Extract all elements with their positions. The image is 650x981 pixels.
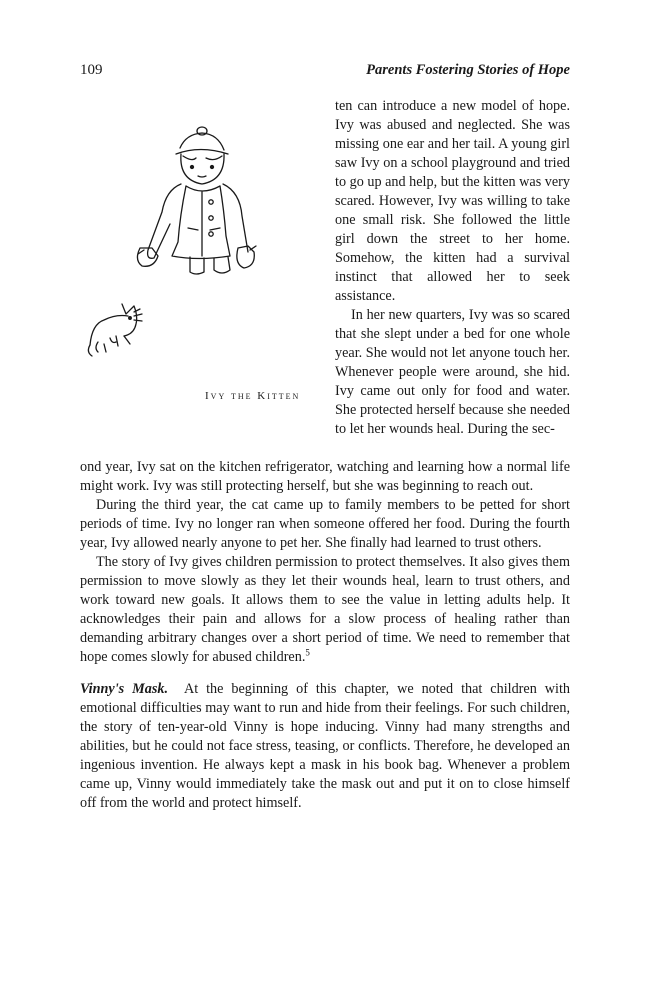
body-text (80, 458, 570, 813)
paragraph: ond year, Ivy sat on the kitchen refrigerator, watching and learning how a normal life might work. Ivy was still protecting herself, but she was beginning to reach out. (80, 459, 570, 494)
paragraph (80, 553, 570, 667)
page-number: 109 (80, 62, 103, 78)
figure-caption: Ivy the Kitten (205, 390, 301, 402)
paragraph: In her new quarters, Ivy was so scared that she slept under a bed for one whole year. She would not let anyone touch her. Whenever people were around, she hid. Ivy came out only for food and water. She protected herself because she needed to let her wounds heal. During the sec- (335, 307, 570, 437)
kitten-drawing (88, 304, 142, 356)
girl-drawing (137, 127, 256, 274)
paragraph-text: The story of Ivy gives children permission to protect themselves. It also gives them permission to move slowly as they let their wounds heal, learn to trust others, and work toward new goals. It allows them to see the value in letting adults help. It acknowledges their pain and allows for a slow process of healing rather than demanding arbitrary changes over a short period of time. We need to remember that hope comes slowly for abused children. (80, 554, 570, 665)
paragraph-text: At the beginning of this chapter, we noted that children with emotional difficulties may want to run and hide from their feelings. For such children, the story of ten-year-old Vinny is hope inducing. Vinny had many strengths and abilities, but he could not face stress, teasing, or conflicts. Therefore, he developed an ingenious invention. He always kept a mask in his book bag. Whenever a problem came up, Vinny would immediately take the mask out and put it on to close himself off from the world and protect himself. (80, 681, 570, 811)
footnote-marker: 5 (305, 647, 310, 658)
running-head: Parents Fostering Stories of Hope (366, 62, 570, 78)
paragraph: ten can introduce a new model of hope. Ivy was abused and neglected. She was missing one ear and her tail. A young girl saw Ivy on a school playground and tried to go up and help, but the kitten was very scared. However, Ivy was willing to take one small risk. She followed the little girl down the street to her home. Somehow, the kitten had a survival instinct that allowed her to seek assistance. (335, 98, 570, 304)
wrapped-text-column (335, 97, 570, 439)
paragraph: During the third year, the cat came up to family members to be petted for short periods of time. Ivy no longer ran when someone offered her food. During the fourth year, Ivy allowed nearly anyone to pet her. She finally had learned to trust others. (80, 497, 570, 551)
section-title: Vinny's Mask. (80, 681, 169, 697)
ivy-illustration (78, 120, 328, 410)
section-paragraph (80, 680, 570, 813)
